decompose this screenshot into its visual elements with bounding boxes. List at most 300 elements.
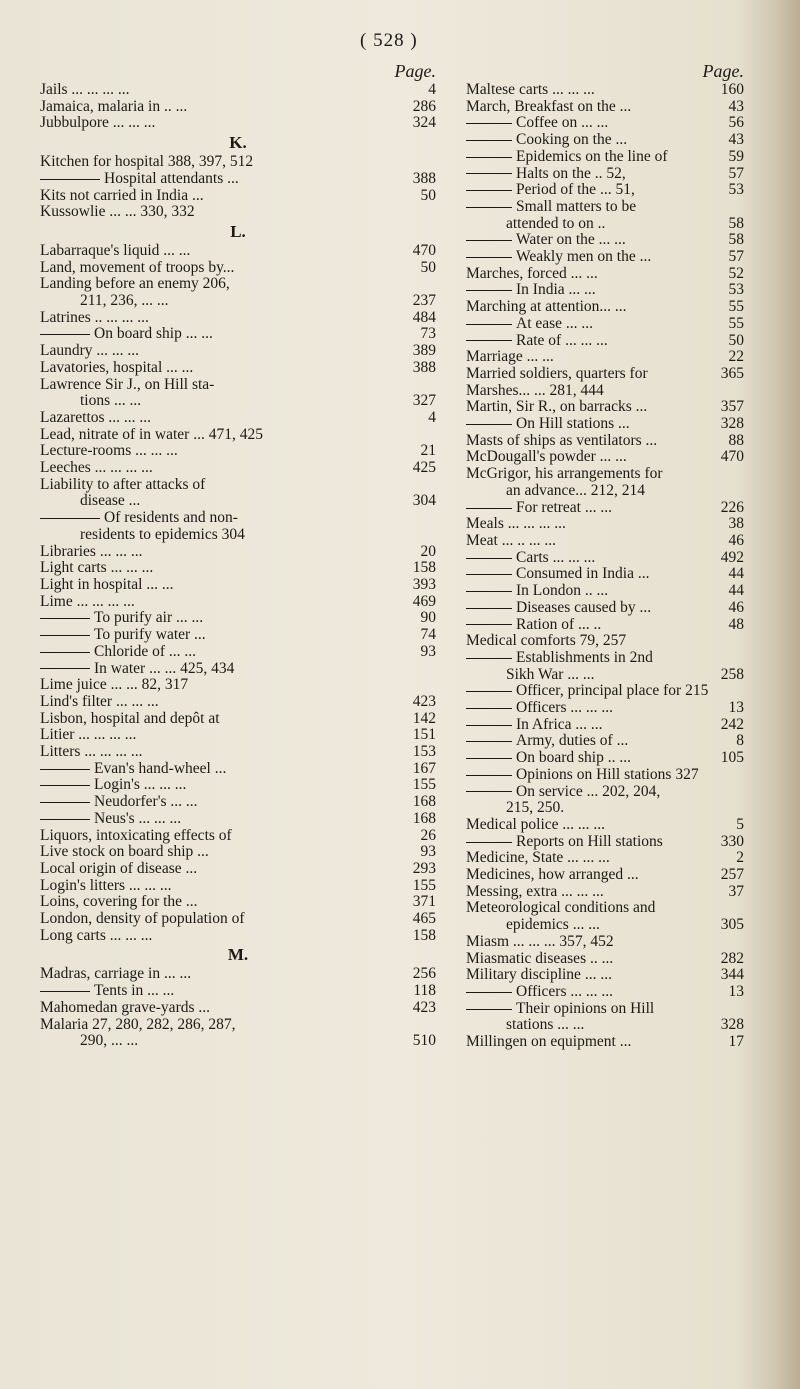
entry-page-number: 158 xyxy=(412,926,436,944)
index-entry xyxy=(40,661,436,678)
entry-text: Laundry ... ... ... xyxy=(40,342,140,360)
entry-page-number: 388 xyxy=(412,358,436,376)
entry-text: Kussowlie ... ... 330, 332 xyxy=(40,203,195,221)
entry-text: Kitchen for hospital 388, 397, 512 xyxy=(40,153,254,171)
index-entry xyxy=(40,644,436,661)
entry-page-number: 21 xyxy=(420,442,436,460)
entry-text: London, density of population of xyxy=(40,910,245,928)
entry-text: Labarraque's liquid ... ... xyxy=(40,241,191,259)
entry-text: Libraries ... ... ... xyxy=(40,542,143,560)
index-entry xyxy=(466,232,744,249)
entry-text: Meals ... ... ... ... xyxy=(466,515,566,533)
index-entry xyxy=(40,794,436,811)
entry-page-number: 44 xyxy=(728,565,744,583)
entry-text: Light in hospital ... ... xyxy=(40,575,174,593)
entry-page-number: 88 xyxy=(728,431,744,449)
ditto-dash xyxy=(466,190,512,191)
index-entry xyxy=(40,861,436,878)
entry-page-number: 46 xyxy=(728,531,744,549)
entry-page-number: 470 xyxy=(720,448,744,466)
index-entry xyxy=(466,667,744,684)
index-entry xyxy=(466,483,744,500)
index-entry xyxy=(466,399,744,416)
entry-page-number: 38 xyxy=(728,515,744,533)
entry-text: In London .. ... xyxy=(516,582,609,600)
entry-text: Login's ... ... ... xyxy=(94,776,187,794)
index-entry xyxy=(466,767,744,784)
entry-text: Coffee on ... ... xyxy=(516,114,609,132)
entry-text: On board ship ... ... xyxy=(94,325,213,343)
entry-page-number: 52 xyxy=(728,264,744,282)
entry-page-number: 151 xyxy=(412,726,436,744)
index-entry xyxy=(40,99,436,116)
left-page-header: Page. xyxy=(394,61,436,81)
entry-page-number: 55 xyxy=(728,298,744,316)
ditto-dash xyxy=(466,240,512,241)
index-entry xyxy=(466,349,744,366)
entry-text: Army, duties of ... xyxy=(516,732,629,750)
entry-page-number: 388 xyxy=(412,169,436,187)
entry-page-number: 282 xyxy=(720,949,744,967)
entry-page-number: 73 xyxy=(420,325,436,343)
entry-page-number: 168 xyxy=(412,809,436,827)
entry-page-number: 57 xyxy=(728,164,744,182)
entry-text: an advance... 212, 214 xyxy=(506,481,646,499)
entry-page-number: 470 xyxy=(412,241,436,259)
index-entry xyxy=(40,694,436,711)
entry-page-number: 389 xyxy=(412,342,436,360)
index-entry xyxy=(466,633,744,650)
entry-text: On service ... 202, 204, xyxy=(516,782,661,800)
entry-text: stations ... ... xyxy=(506,1016,585,1034)
index-entry xyxy=(466,115,744,132)
index-entry xyxy=(466,416,744,433)
entry-text: Sikh War ... ... xyxy=(506,665,595,683)
ditto-dash xyxy=(466,574,512,575)
ditto-dash xyxy=(466,1009,512,1010)
ditto-dash xyxy=(466,758,512,759)
entry-page-number: 330 xyxy=(720,832,744,850)
index-entry xyxy=(40,493,436,510)
entry-text: 290, ... ... xyxy=(80,1032,139,1050)
entry-page-number: 393 xyxy=(412,575,436,593)
ditto-dash xyxy=(466,708,512,709)
entry-page-number: 58 xyxy=(728,231,744,249)
index-entry xyxy=(40,293,436,310)
ditto-dash xyxy=(466,608,512,609)
entry-text: Lime juice ... ... 82, 317 xyxy=(40,676,189,694)
ditto-dash xyxy=(466,140,512,141)
entry-text: tions ... ... xyxy=(80,392,142,410)
entry-page-number: 22 xyxy=(728,348,744,366)
entry-text: Miasm ... ... ... 357, 452 xyxy=(466,932,614,950)
index-entry xyxy=(40,761,436,778)
entry-text: Lead, nitrate of in water ... 471, 425 xyxy=(40,425,263,443)
ditto-dash xyxy=(466,791,512,792)
ditto-dash xyxy=(466,775,512,776)
entry-page-number: 4 xyxy=(428,408,436,426)
entry-page-number: 465 xyxy=(412,910,436,928)
index-entry xyxy=(40,310,436,327)
entry-page-number: 324 xyxy=(412,114,436,132)
index-entry xyxy=(466,533,744,550)
entry-text: Messing, extra ... ... ... xyxy=(466,882,604,900)
entry-text: Halts on the .. 52, xyxy=(516,164,626,182)
ditto-dash xyxy=(466,424,512,425)
index-entry xyxy=(40,928,436,945)
index-entry xyxy=(466,1001,744,1018)
entry-text: Consumed in India ... xyxy=(516,565,650,583)
index-entry xyxy=(466,182,744,199)
entry-text: Cooking on the ... xyxy=(516,131,628,149)
index-entry xyxy=(40,1017,436,1034)
index-entry xyxy=(466,784,744,801)
index-entry xyxy=(466,817,744,834)
entry-page-number: 357 xyxy=(720,398,744,416)
index-entry xyxy=(466,500,744,517)
entry-page-number: 328 xyxy=(720,415,744,433)
index-entry xyxy=(40,204,436,221)
entry-text: Water on the ... ... xyxy=(516,231,626,249)
ditto-dash xyxy=(466,691,512,692)
index-entry xyxy=(466,199,744,216)
index-entry xyxy=(466,884,744,901)
entry-text: Masts of ships as ventilators ... xyxy=(466,431,658,449)
entry-page-number: 423 xyxy=(412,692,436,710)
ditto-dash xyxy=(466,725,512,726)
entry-page-number: 90 xyxy=(420,609,436,627)
index-entry xyxy=(40,1000,436,1017)
entry-page-number: 168 xyxy=(412,793,436,811)
entry-text: Lavatories, hospital ... ... xyxy=(40,358,194,376)
ditto-dash xyxy=(466,992,512,993)
ditto-dash xyxy=(40,179,100,180)
entry-text: Loins, covering for the ... xyxy=(40,893,198,911)
index-entry xyxy=(466,900,744,917)
entry-text: Liability to after attacks of xyxy=(40,475,206,493)
index-entry xyxy=(466,951,744,968)
index-entry xyxy=(466,550,744,567)
entry-text: Jubbulpore ... ... ... xyxy=(40,114,156,132)
entry-page-number: 258 xyxy=(720,665,744,683)
index-entry xyxy=(466,733,744,750)
entry-text: Lind's filter ... ... ... xyxy=(40,692,159,710)
index-entry xyxy=(466,650,744,667)
entry-text: Live stock on board ship ... xyxy=(40,843,209,861)
entry-page-number: 160 xyxy=(720,81,744,98)
right-page-header: Page. xyxy=(702,61,744,81)
entry-page-number: 226 xyxy=(720,498,744,516)
index-entry xyxy=(466,1017,744,1034)
entry-text: On Hill stations ... xyxy=(516,415,630,433)
index-entry xyxy=(466,867,744,884)
index-entry xyxy=(40,377,436,394)
index-entry xyxy=(466,316,744,333)
entry-text: Married soldiers, quarters for xyxy=(466,364,648,382)
entry-page-number: 242 xyxy=(720,715,744,733)
index-entry xyxy=(466,600,744,617)
entry-text: At ease ... ... xyxy=(516,314,594,332)
entry-text: McDougall's powder ... ... xyxy=(466,448,627,466)
ditto-dash xyxy=(40,668,90,669)
right-column xyxy=(466,60,744,1051)
page-number: ( 528 ) xyxy=(360,30,418,51)
index-entry xyxy=(40,844,436,861)
index-entry xyxy=(466,566,744,583)
entry-text: Period of the ... 51, xyxy=(516,181,635,199)
entry-page-number: 43 xyxy=(728,97,744,115)
entry-text: Medicine, State ... ... ... xyxy=(466,849,610,867)
entry-text: Marching at attention... ... xyxy=(466,298,627,316)
index-entry xyxy=(40,510,436,527)
entry-text: Martin, Sir R., on barracks ... xyxy=(466,398,648,416)
entry-page-number: 2 xyxy=(736,849,744,867)
entry-page-number: 13 xyxy=(728,982,744,1000)
ditto-dash xyxy=(466,624,512,625)
entry-page-number: 4 xyxy=(428,81,436,98)
entry-page-number: 8 xyxy=(736,732,744,750)
entry-text: Epidemics on the line of xyxy=(516,147,668,165)
index-entry xyxy=(40,811,436,828)
index-entry xyxy=(40,577,436,594)
entry-text: Tents in ... ... xyxy=(94,982,175,1000)
entry-text: In Africa ... ... xyxy=(516,715,603,733)
ditto-dash xyxy=(466,591,512,592)
index-entry xyxy=(466,333,744,350)
entry-page-number: 93 xyxy=(420,843,436,861)
index-entry xyxy=(40,171,436,188)
ditto-dash xyxy=(466,658,512,659)
ditto-dash xyxy=(40,518,100,519)
index-entry xyxy=(40,393,436,410)
index-entry xyxy=(40,115,436,132)
ditto-dash xyxy=(40,802,90,803)
index-entry xyxy=(466,466,744,483)
index-entry xyxy=(466,800,744,817)
index-entry xyxy=(466,266,744,283)
index-entry xyxy=(40,777,436,794)
entry-text: For retreat ... ... xyxy=(516,498,612,516)
entry-page-number: 155 xyxy=(412,776,436,794)
index-entry xyxy=(40,711,436,728)
entry-text: attended to on .. xyxy=(506,214,606,232)
index-entry xyxy=(466,166,744,183)
index-entry xyxy=(40,911,436,928)
index-entry xyxy=(466,282,744,299)
entry-text: Neudorfer's ... ... xyxy=(94,793,198,811)
entry-page-number: 93 xyxy=(420,642,436,660)
ditto-dash xyxy=(466,558,512,559)
ditto-dash xyxy=(40,334,90,335)
index-entry xyxy=(466,834,744,851)
entry-text: Officer, principal place for 215 xyxy=(516,682,709,700)
right-entries xyxy=(466,82,744,1051)
index-entry xyxy=(40,1033,436,1050)
ditto-dash xyxy=(466,340,512,341)
index-entry xyxy=(40,594,436,611)
entry-text: Opinions on Hill stations 327 xyxy=(516,765,699,783)
index-entry xyxy=(40,243,436,260)
entry-page-number: 59 xyxy=(728,147,744,165)
entry-text: Lazarettos ... ... ... xyxy=(40,408,152,426)
entry-text: Maltese carts ... ... ... xyxy=(466,81,595,98)
entry-text: Mahomedan grave-yards ... xyxy=(40,998,211,1016)
entry-page-number: 257 xyxy=(720,866,744,884)
entry-text: In water ... ... 425, 434 xyxy=(94,659,235,677)
index-entry xyxy=(466,149,744,166)
entry-text: Medical comforts 79, 257 xyxy=(466,632,627,650)
index-entry xyxy=(40,894,436,911)
section-letter: M. xyxy=(227,945,249,965)
entry-text: Miasmatic diseases .. ... xyxy=(466,949,614,967)
entry-page-number: 56 xyxy=(728,114,744,132)
entry-page-number: 50 xyxy=(420,186,436,204)
entry-text: Local origin of disease ... xyxy=(40,859,198,877)
entry-text: Jamaica, malaria in .. ... xyxy=(40,97,188,115)
index-entry xyxy=(466,583,744,600)
entry-text: Login's litters ... ... ... xyxy=(40,876,172,894)
left-entries xyxy=(40,82,436,1050)
entry-page-number: 155 xyxy=(412,876,436,894)
entry-text: Marshes... ... 281, 444 xyxy=(466,381,604,399)
entry-text: Officers ... ... ... xyxy=(516,982,613,1000)
index-entry xyxy=(40,983,436,1000)
index-entry xyxy=(40,966,436,983)
entry-text: Leeches ... ... ... ... xyxy=(40,459,153,477)
entry-text: 215, 250. xyxy=(506,799,565,817)
entry-page-number: 44 xyxy=(728,582,744,600)
entry-text: Lisbon, hospital and depôt at xyxy=(40,709,220,727)
ditto-dash xyxy=(466,842,512,843)
index-entry xyxy=(466,967,744,984)
entry-text: Madras, carriage in ... ... xyxy=(40,965,192,983)
index-entry xyxy=(466,850,744,867)
entry-text: Chloride of ... ... xyxy=(94,642,197,660)
index-entry xyxy=(40,188,436,205)
entry-text: Meat ... .. ... ... xyxy=(466,531,556,549)
entry-page-number: 48 xyxy=(728,615,744,633)
index-entry xyxy=(40,410,436,427)
section-letter: K. xyxy=(229,133,247,153)
entry-text: Of residents and non- xyxy=(104,509,238,527)
entry-page-number: 492 xyxy=(720,548,744,566)
index-entry xyxy=(40,360,436,377)
entry-page-number: 371 xyxy=(412,893,436,911)
entry-page-number: 118 xyxy=(413,982,436,1000)
entry-text: Lawrence Sir J., on Hill sta- xyxy=(40,375,215,393)
ditto-dash xyxy=(466,508,512,509)
index-entry xyxy=(466,683,744,700)
entry-page-number: 50 xyxy=(728,331,744,349)
entry-text: Neus's ... ... ... xyxy=(94,809,182,827)
entry-page-number: 305 xyxy=(720,916,744,934)
index-entry xyxy=(466,717,744,734)
entry-text: Malaria 27, 280, 282, 286, 287, xyxy=(40,1015,236,1033)
ditto-dash xyxy=(40,635,90,636)
entry-text: Marriage ... ... xyxy=(466,348,554,366)
entry-page-number: 153 xyxy=(412,743,436,761)
entry-text: Millingen on equipment ... xyxy=(466,1033,632,1051)
entry-text: On board ship .. ... xyxy=(516,749,631,767)
entry-page-number: 167 xyxy=(412,759,436,777)
index-entry xyxy=(40,828,436,845)
ditto-dash xyxy=(40,991,90,992)
index-entry xyxy=(466,700,744,717)
ditto-dash xyxy=(466,324,512,325)
section-letter: L. xyxy=(230,221,246,241)
entry-text: Lecture-rooms ... ... ... xyxy=(40,442,178,460)
entry-page-number: 423 xyxy=(412,998,436,1016)
ditto-dash xyxy=(40,769,90,770)
entry-text: Carts ... ... ... xyxy=(516,548,596,566)
entry-text: Latrines .. ... ... ... xyxy=(40,308,149,326)
index-entry xyxy=(466,299,744,316)
entry-text: Long carts ... ... ... xyxy=(40,926,153,944)
entry-page-number: 469 xyxy=(412,592,436,610)
ditto-dash xyxy=(466,257,512,258)
entry-text: Establishments in 2nd xyxy=(516,648,653,666)
index-entry xyxy=(40,744,436,761)
entry-text: In India ... ... xyxy=(516,281,596,299)
ditto-dash xyxy=(40,652,90,653)
index-entry xyxy=(40,343,436,360)
index-entry xyxy=(40,154,436,171)
index-entry xyxy=(466,366,744,383)
entry-text: Reports on Hill stations xyxy=(516,832,663,850)
index-entry xyxy=(466,934,744,951)
index-entry xyxy=(466,249,744,266)
entry-page-number: 327 xyxy=(412,392,436,410)
left-column xyxy=(40,60,436,1050)
index-entry xyxy=(466,917,744,934)
entry-page-number: 53 xyxy=(728,181,744,199)
entry-page-number: 50 xyxy=(420,258,436,276)
index-entry xyxy=(40,544,436,561)
entry-text: To purify air ... ... xyxy=(94,609,204,627)
index-entry xyxy=(466,383,744,400)
entry-text: To purify water ... xyxy=(94,626,206,644)
entry-text: Liquors, intoxicating effects of xyxy=(40,826,232,844)
entry-text: Marches, forced ... ... xyxy=(466,264,598,282)
entry-page-number: 74 xyxy=(420,626,436,644)
entry-text: 211, 236, ... ... xyxy=(80,292,169,310)
index-entry xyxy=(40,610,436,627)
ditto-dash xyxy=(466,207,512,208)
index-entry xyxy=(40,260,436,277)
index-entry xyxy=(466,449,744,466)
entry-text: Medical police ... ... ... xyxy=(466,815,606,833)
entry-text: Military discipline ... ... xyxy=(466,966,612,984)
index-entry xyxy=(40,477,436,494)
ditto-dash xyxy=(466,173,512,174)
index-entry xyxy=(466,433,744,450)
index-entry xyxy=(40,727,436,744)
entry-text: Small matters to be xyxy=(516,197,637,215)
index-entry xyxy=(466,750,744,767)
entry-text: Ration of ... .. xyxy=(516,615,602,633)
index-entry xyxy=(466,617,744,634)
ditto-dash xyxy=(40,785,90,786)
entry-text: Litters ... ... ... ... xyxy=(40,743,143,761)
entry-page-number: 365 xyxy=(720,364,744,382)
entry-page-number: 37 xyxy=(728,882,744,900)
index-entry xyxy=(40,878,436,895)
index-entry xyxy=(466,82,744,99)
ditto-dash xyxy=(40,618,90,619)
ditto-dash xyxy=(466,157,512,158)
entry-text: Their opinions on Hill xyxy=(516,999,655,1017)
entry-page-number: 293 xyxy=(412,859,436,877)
